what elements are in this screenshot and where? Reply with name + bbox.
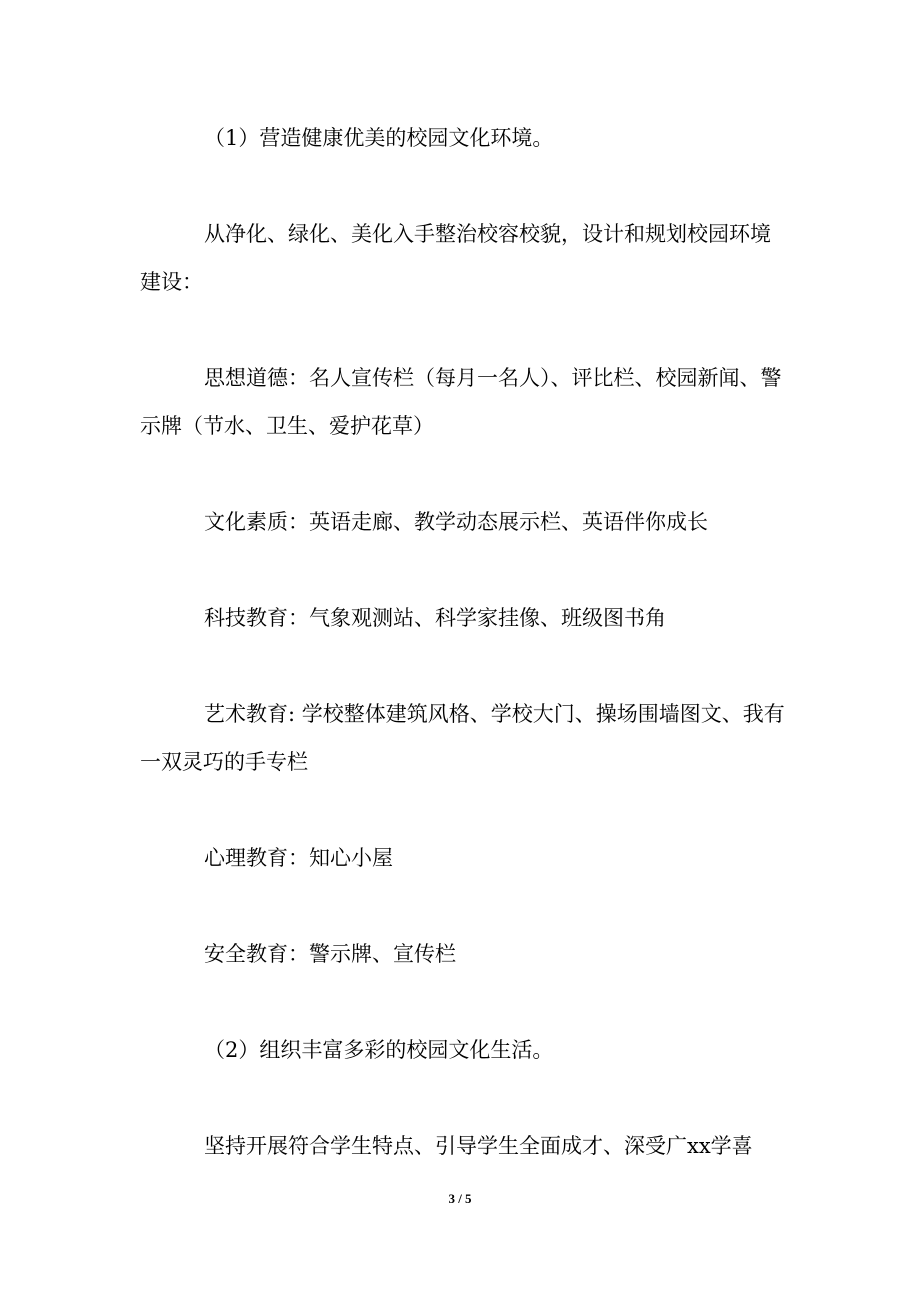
paragraph-1-heading: （1）营造健康优美的校园文化环境。	[204, 126, 554, 150]
paragraph-9-heading: （2）组织丰富多彩的校园文化生活。	[204, 1038, 554, 1062]
page-number: 3 / 5	[448, 1191, 472, 1206]
paragraph-3: 思想道德：名人宣传栏（每月一名人）、评比栏、校园新闻、警示牌（节水、卫生、爱护花草）	[140, 366, 782, 438]
paragraph-6: 艺术教育: 学校整体建筑风格、学校大门、操场围墙图文、我有一双灵巧的手专栏	[140, 702, 785, 774]
paragraph-4: 文化素质：英语走廊、教学动态展示栏、英语伴你成长	[204, 510, 708, 534]
paragraph-8: 安全教育：警示牌、宣传栏	[204, 942, 456, 966]
paragraph-2: 从净化、绿化、美化入手整治校容校貌，设计和规划校园环境建设：	[140, 222, 771, 294]
paragraph-7: 心理教育：知心小屋	[204, 846, 393, 870]
paragraph-5: 科技教育：气象观测站、科学家挂像、班级图书角	[204, 606, 666, 630]
paragraph-10: 坚持开展符合学生特点、引导学生全面成才、深受广xx学喜	[204, 1134, 753, 1158]
